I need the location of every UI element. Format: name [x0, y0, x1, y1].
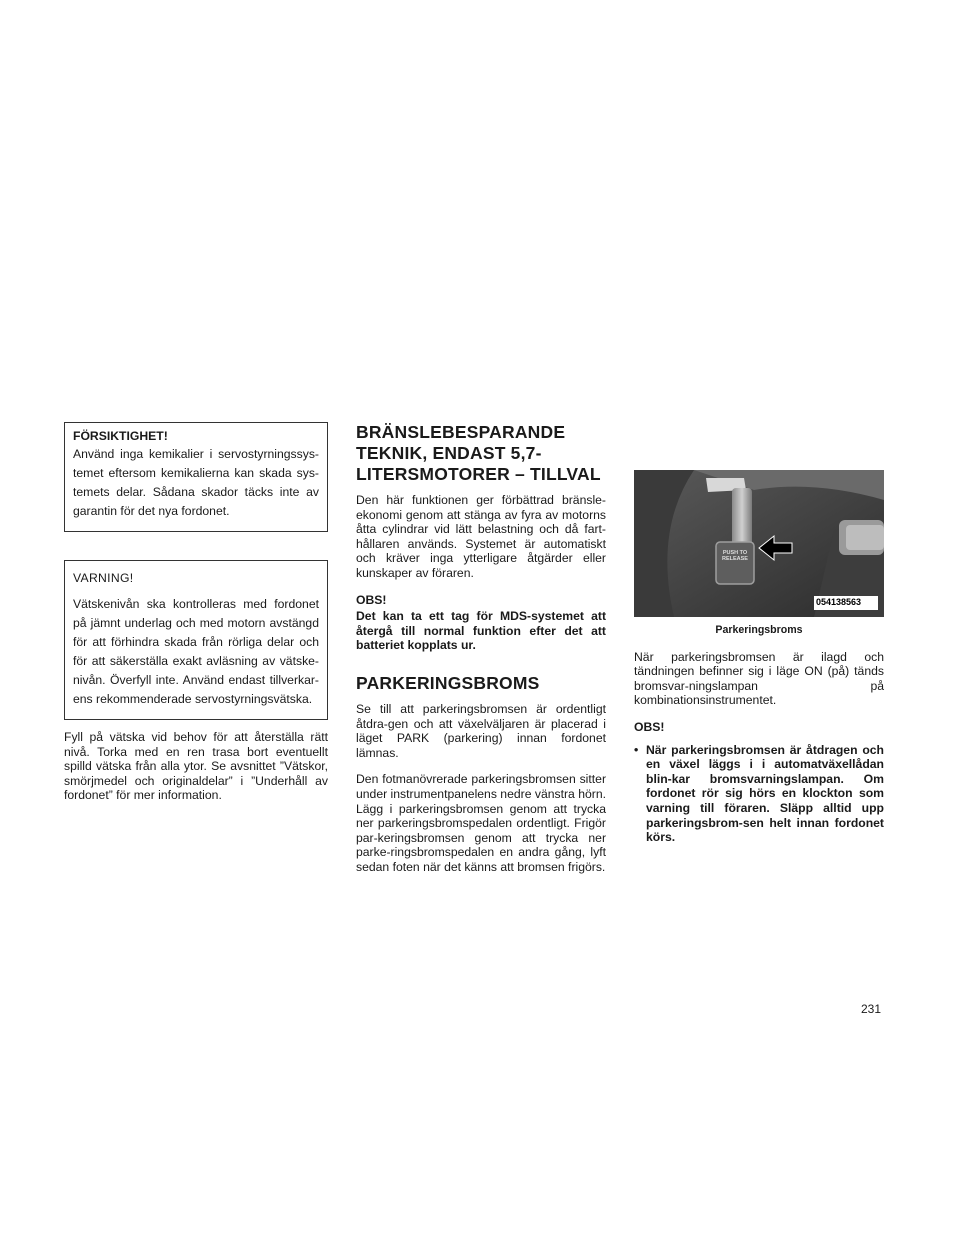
- warning-title: VARNING!: [73, 571, 134, 585]
- bullet-text: När parkeringsbromsen är åtdragen och en växel läggs i i automatväxellådan blin-kar bromsvarningslampan. Om fordonet rör sig hörs en klockton som varning till föraren. Släpp alltid upp parkeringsbrom-sen helt innan fordonet körs.: [646, 742, 884, 845]
- parking-brake-paragraph-2: Den fotmanövrerade parkeringsbromsen sitter under instrumentpanelens nedre vänstra hörn. Lägg i parkeringsbromsen genom att trycka ner parkeringsbromspedalen ordentligt. Frigör par-keringsbromsen genom att trycka ner parke-ringsbromspedalen en andra gång, lyft sedan foten när det känns att bromsen frigörs.: [356, 772, 606, 874]
- caution-text: Använd inga kemikalier i servostyrningssys-temet eftersom kemikalierna kan skada sys-temets delar. Sådana skador täcks inte av garantin för det nya fordonet.: [73, 447, 319, 518]
- parking-brake-photo: [634, 470, 884, 617]
- column-left: [64, 422, 328, 815]
- section-heading-fuel-saving: BRÄNSLEBESPARANDE TEKNIK, ENDAST 5,7-LITERSMOTORER – TILLVAL: [356, 422, 601, 484]
- brake-warning-paragraph: När parkeringsbromsen är ilagd och tändningen befinner sig i läge ON (på) tänds bromsvar-ningslampan på kombinationsinstrumentet.: [634, 649, 884, 708]
- caution-box: [64, 422, 328, 532]
- warning-box: [64, 560, 328, 720]
- column-middle: [356, 422, 606, 874]
- refill-paragraph: Fyll på vätska vid behov för att återställa rätt nivå. Torka med en ren trasa bort eventuellt spilld vätska från alla ytor. Se avsnittet ”Vätskor, smörjmedel och originaldelar” i ”Underhåll av fordonet” för mer information.: [64, 730, 328, 803]
- handle-label: PUSH TO RELEASE: [722, 550, 748, 562]
- figure-code: 054138563: [816, 597, 862, 607]
- obs-label-right: OBS!: [634, 719, 665, 734]
- fuel-saving-paragraph: Den här funktionen ger förbättrad bränsle-ekonomi genom att stänga av fyra av motorns åtta cylindrar vid lätt belastning och då fart-hållaren används. Systemet är automatiskt och kräver inga ytterligare åtgärder eller kunskaper av föraren.: [356, 493, 606, 580]
- warning-text: Vätskenivån ska kontrolleras med fordonet på jämnt underlag och med motorn avstängd för att förhindra skada från rörliga delar och för att säkerställa exakt avläsning av vätske-nivån. Överfyll inte. Använd endast tillverkar-ens rekommenderade servostyrningsvätska.: [73, 597, 319, 706]
- section-heading-parking-brake: PARKERINGSBROMS: [356, 672, 540, 693]
- column-right: [634, 468, 884, 845]
- bullet-symbol: •: [634, 742, 639, 757]
- list-item: [634, 743, 884, 845]
- figure-caption: Parkeringsbroms: [715, 624, 803, 636]
- obs-label: OBS!: [356, 592, 387, 607]
- parking-brake-paragraph-1: Se till att parkeringsbromsen är ordentligt åtdra-gen och att växelväljaren är placerad i läget PARK (parkering) innan fordonet lämnas.: [356, 701, 606, 760]
- caution-title: FÖRSIKTIGHET!: [73, 429, 168, 443]
- parking-brake-illustration: [634, 470, 884, 617]
- obs-text: Det kan ta ett tag för MDS-systemet att återgå till normal funktion efter det att batteriet kopplats ur.: [356, 609, 606, 653]
- page-number: 231: [861, 1002, 882, 1016]
